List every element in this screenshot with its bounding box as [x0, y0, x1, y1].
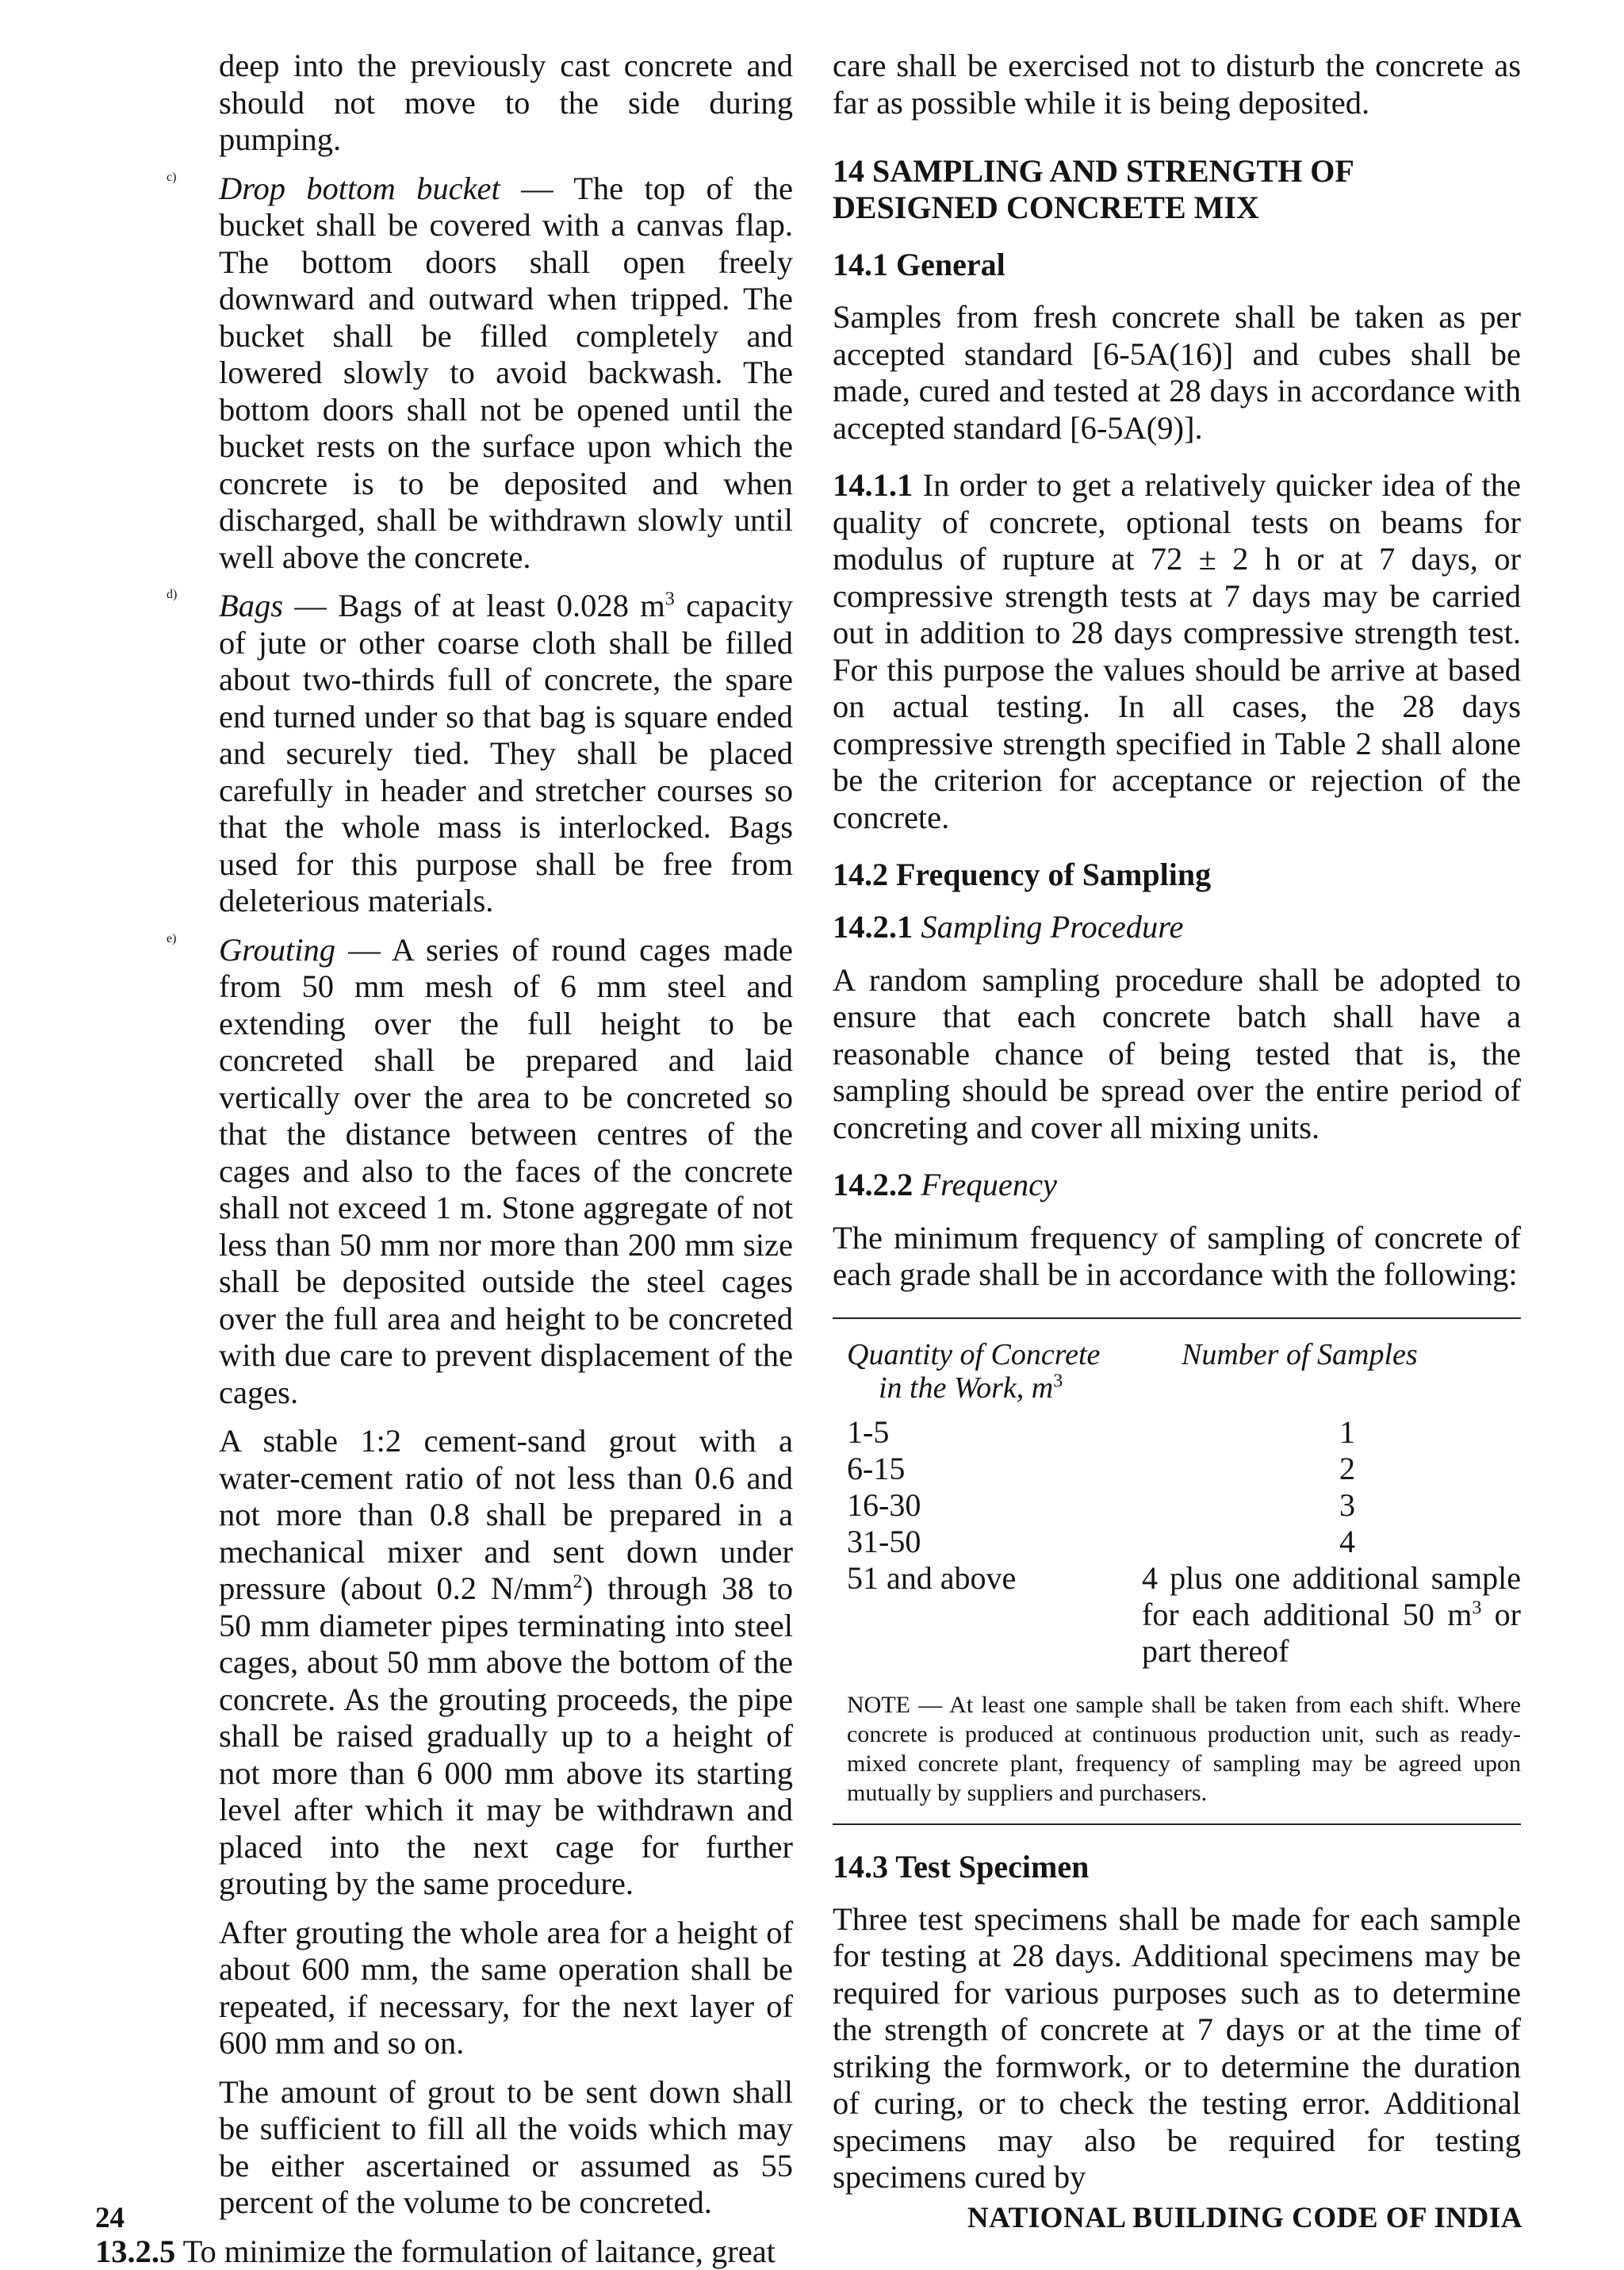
page-number: 24: [95, 2201, 124, 2235]
left-column: [111, 48, 793, 2270]
table-cell-samples: [1134, 1560, 1521, 1670]
clause-13-2-5: [95, 2234, 793, 2270]
clause-14-2-2-title: Frequency: [913, 1167, 1057, 1202]
item-e-text: — A series of round cages made from 50 mm mesh of 6 mm steel and extending over the full height to be concreted shall be prepared and laid vertically over the area to be concreted so that the distance between centres of the cages and also to the faces of the concrete shall not exceed 1 m. Stone aggregate of not less than 50 mm nor more than 200 mm size shall be deposited outside the steel cages over the full area and height to be concreted with due care to prevent displacement of the cages.: [219, 932, 793, 1410]
grout-text-b: ) through 38 to 50 mm diameter pipes terminating into steel cages, about 50 mm above the bottom of the concrete. As the grouting proceeds, the pipe shall be raised gradually up to a height of not more than 6 000 mm above its starting level after which it may be withdrawn and placed into the next cage for further grouting by the same procedure.: [219, 1570, 793, 1901]
table-header-quantity-line1: Quantity of Concrete: [847, 1338, 1134, 1371]
table-row: [833, 1414, 1521, 1451]
item-c-title: Drop bottom bucket: [219, 171, 500, 206]
table-cell-quantity: 6-15: [833, 1451, 1134, 1487]
item-b-continuation: deep into the previously cast concrete and should not move to the side during pumping.: [111, 48, 793, 159]
table-cell-samples-text-a: 4 plus one additional sample for each additional 50 m: [1142, 1560, 1521, 1632]
table-cell-samples: 3: [1134, 1487, 1521, 1524]
table-row: [833, 1487, 1521, 1524]
clause-14-2-2-paragraph: The minimum frequency of sampling of concrete of each grade shall be in accordance with the following:: [833, 1220, 1521, 1294]
table-cell-quantity: 51 and above: [833, 1560, 1134, 1670]
table-header-quantity: [833, 1338, 1134, 1405]
running-title: NATIONAL BUILDING CODE OF INDIA: [967, 2201, 1522, 2235]
item-d-text-b: capacity of jute or other coarse cloth shall be filled about two-thirds full of concrete, the spare end turned under so that bag is square ended and securely tied. They shall be placed carefully in header and stretcher courses so that the whole mass is interlocked. Bags used for this purpose shall be free from deleterious materials.: [219, 588, 793, 918]
clause-13-2-5-number: 13.2.5: [95, 2234, 175, 2269]
item-e-label: e): [167, 932, 176, 946]
table-row: [833, 1524, 1521, 1560]
table-row: [833, 1560, 1521, 1670]
section-14-heading: 14 SAMPLING AND STRENGTH OF DESIGNED CONCRETE MIX: [833, 153, 1521, 226]
sampling-frequency-table: [833, 1317, 1521, 1825]
item-d-superscript: 3: [665, 589, 675, 610]
item-c-text: — The top of the bucket shall be covered with a canvas flap. The bottom doors shall open freely downward and outward when tripped. The bucket shall be filled completely and lowered slowly to avoid backwash. The bottom doors shall not be opened until the bucket rests on the surface upon which the concrete is to be deposited and when discharged, shall be withdrawn slowly until well above the concrete.: [219, 171, 793, 575]
item-d-text-a: — Bags of at least 0.028 m: [294, 588, 665, 623]
item-c-drop-bottom-bucket: [111, 171, 793, 577]
table-cell-samples: 4: [1134, 1524, 1521, 1560]
clause-14-1-1: [833, 467, 1521, 836]
table-cell-quantity: 31-50: [833, 1524, 1134, 1560]
continuation-paragraph: care shall be exercised not to disturb the concrete as far as possible while it is being deposited.: [833, 48, 1521, 121]
section-14-3-paragraph: Three test specimens shall be made for each sample for testing at 28 days. Additional specimens may be required for various purposes such as to determine the strength of concrete at 7 days or at the time of striking the formwork, or to determine the duration of curing, or to check the testing error. Additional specimens may also be required for testing specimens cured by: [833, 1901, 1521, 2196]
clause-13-2-5-text: To minimize the formulation of laitance, great: [175, 2234, 776, 2269]
grout-amount-paragraph: The amount of grout to be sent down shall be sufficient to fill all the voids which may be either ascertained or assumed as 55 percent of the volume to be concreted.: [111, 2074, 793, 2222]
table-cell-quantity: 1-5: [833, 1414, 1134, 1451]
section-14-1-heading: 14.1 General: [833, 247, 1521, 283]
table-header-quantity-line2: in the Work, m: [879, 1371, 1053, 1405]
item-d-paragraph: [219, 588, 793, 920]
item-e-grouting: [111, 932, 793, 1412]
section-14-1-paragraph: Samples from fresh concrete shall be taken as per accepted standard [6-5A(16)] and cubes shall be made, cured and tested at 28 days in accordance with accepted standard [6-5A(9)].: [833, 299, 1521, 447]
item-e-title: Grouting: [219, 932, 335, 968]
table-note: NOTE — At least one sample shall be taken from each shift. Where concrete is produced at continuous production unit, such as ready-mixed concrete plant, frequency of sampling may be agreed upon mutually by suppliers and purchasers.: [833, 1690, 1521, 1808]
item-d-label: d): [167, 588, 177, 602]
table-cell-samples-sup: 3: [1472, 1597, 1481, 1618]
clause-14-1-1-text: In order to get a relatively quicker idea of the quality of concrete, optional tests on beams for modulus of rupture at 72 ± 2 h or at 7 days, or compressive strength tests at 7 days may be carried out in addition to 28 days compressive strength test. For this purpose the values should be arrive at based on actual testing. In all cases, the 28 days compressive strength specified in Table 2 shall alone be the criterion for acceptance or rejection of the concrete.: [833, 467, 1521, 835]
table-header-samples: Number of Samples: [1134, 1338, 1521, 1405]
item-d-title: Bags: [219, 588, 283, 623]
after-grouting-paragraph: After grouting the whole area for a height of about 600 mm, the same operation shall be repeated, if necessary, for the next layer of 600 mm and so on.: [111, 1915, 793, 2062]
clause-14-1-1-number: 14.1.1: [833, 467, 913, 503]
section-14-2-heading: 14.2 Frequency of Sampling: [833, 857, 1521, 893]
clause-14-2-1-title: Sampling Procedure: [913, 909, 1183, 945]
table-cell-quantity: 16-30: [833, 1487, 1134, 1524]
table-cell-samples: 1: [1134, 1414, 1521, 1451]
item-c-label: c): [167, 171, 176, 185]
table-cell-samples: 2: [1134, 1451, 1521, 1487]
table-cell-samples-text-b: or part thereof: [1142, 1597, 1521, 1669]
right-column: [833, 48, 1521, 2196]
table-header-quantity-line2-wrap: [847, 1371, 1134, 1405]
section-14-3-heading: 14.3 Test Specimen: [833, 1849, 1521, 1885]
table-header-row: [833, 1338, 1521, 1405]
table-header-quantity-sup: 3: [1053, 1371, 1063, 1391]
clause-14-2-1-paragraph: A random sampling procedure shall be adopted to ensure that each concrete batch shall have a reasonable chance of being tested that is, the sampling should be spread over the entire period of concreting and cover all mixing units.: [833, 962, 1521, 1147]
table-row: [833, 1451, 1521, 1487]
clause-14-2-1-number: 14.2.1: [833, 909, 913, 945]
clause-14-2-2-heading: [833, 1167, 1521, 1204]
clause-14-2-1-heading: [833, 909, 1521, 946]
item-e-paragraph: [219, 932, 793, 1412]
grout-text-a: A stable 1:2 cement-sand grout with a water-cement ratio of not less than 0.6 and not more than 0.8 shall be prepared in a mechanical mixer and sent down under pressure (about 0.2 N/mm: [219, 1423, 793, 1606]
grout-superscript: 2: [573, 1572, 583, 1593]
clause-14-2-2-number: 14.2.2: [833, 1167, 913, 1202]
item-d-bags: [111, 588, 793, 920]
item-c-paragraph: [219, 171, 793, 577]
grout-paragraph: [111, 1423, 793, 1903]
